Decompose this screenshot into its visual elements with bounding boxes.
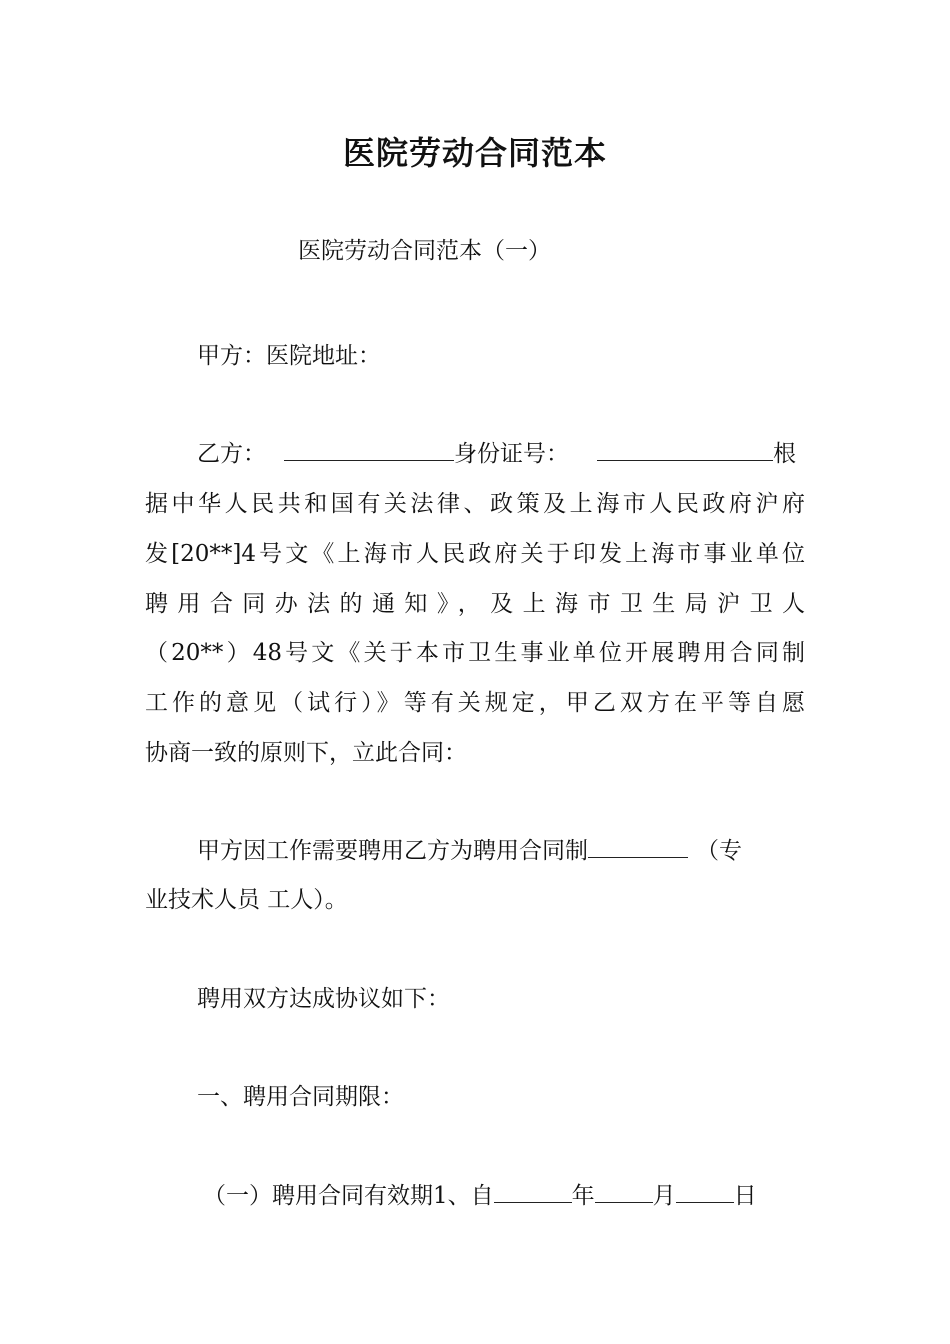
hire-clause-line-2: 业技术人员 工人）。: [145, 887, 348, 913]
day-label: 日: [733, 1183, 757, 1209]
preamble-line-5: 工作的意见（试行）》等有关规定，甲乙双方在平等自愿: [145, 690, 805, 716]
party-b-name-blank: [284, 442, 454, 461]
document-title: 医院劳动合同范本: [342, 134, 607, 172]
section-1-heading: 一、聘用合同期限：: [197, 1084, 404, 1110]
day-blank: [676, 1184, 734, 1203]
hire-position-blank: [588, 839, 688, 858]
preamble-line-3: 聘用合同办法的通知》，及上海市卫生局沪卫人: [145, 591, 805, 617]
month-label: 月: [652, 1183, 676, 1209]
preamble-line-1: 据中华人民共和国有关法律、政策及上海市人民政府沪府: [145, 491, 805, 517]
year-blank: [494, 1184, 572, 1203]
agreement-intro: 聘用双方达成协议如下：: [197, 986, 450, 1012]
preamble-line-2: 发[20**]4号文《上海市人民政府关于印发上海市事业单位: [145, 541, 805, 567]
preamble-line-6: 协商一致的原则下，立此合同：: [145, 740, 467, 766]
party-b-label: 乙方：: [197, 441, 266, 467]
party-a-line: 甲方：医院地址：: [197, 343, 381, 369]
term-clause-prefix: （一）聘用合同有效期1、自: [203, 1183, 494, 1209]
party-b-tail: 根: [773, 441, 796, 467]
hire-clause-prefix: 甲方因工作需要聘用乙方为聘用合同制: [197, 838, 588, 864]
hire-clause-line-1: [197, 832, 742, 865]
preamble-line-4: （20**）48号文《关于本市卫生事业单位开展聘用合同制: [145, 640, 805, 666]
year-label: 年: [571, 1183, 595, 1209]
party-b-id-label: 身份证号：: [454, 441, 569, 467]
party-b-id-blank: [597, 442, 773, 461]
document-subtitle: 医院劳动合同范本（一）: [298, 238, 551, 264]
term-clause-line: [203, 1177, 757, 1210]
party-b-line: [197, 435, 796, 468]
month-blank: [595, 1184, 653, 1203]
hire-clause-suffix: （专: [696, 838, 742, 864]
